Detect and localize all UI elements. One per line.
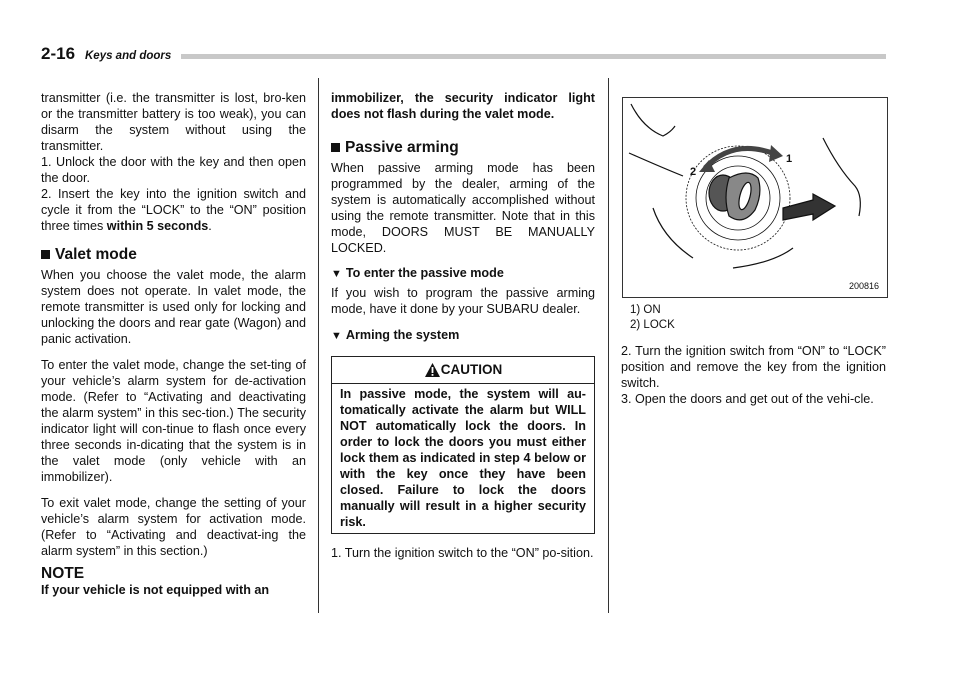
caution-title: CAUTION [440,362,503,377]
callout-1: 1 [786,153,793,165]
enter-passive-paragraph: If you wish to program the passive arming mode, have it done by your SUBARU dealer. [331,286,595,316]
step-3-exit: 3. Open the doors and get out of the vehi-cle. [621,392,874,406]
enter-passive-heading: ▼ To enter the passive mode [331,266,504,280]
page-number: 2-16 [41,44,76,63]
passive-paragraph: When passive arming mode has been programmed by the dealer, arming of the system is automatically accomplished without using the remote transmitter. Note that in this mode, DOORS MUST BE MANUALLY LOCKED. [331,161,595,255]
note-continued: immobilizer, the security indicator light does not flash during the valet mode. [331,91,595,121]
arming-heading: ▼ Arming the system [331,328,460,342]
callout-2: 2 [690,166,697,178]
header-bar [181,54,886,59]
page-header [41,44,886,66]
step-2-lock: 2. Turn the ignition switch from “ON” to “LOCK” position and remove the key from the ignition switch. [621,344,886,390]
caution-header [331,356,595,384]
caution-box [331,356,595,534]
column-divider-2 [608,78,609,613]
column-divider-1 [318,78,319,613]
passive-arming-heading: Passive arming [331,139,595,157]
step-1-on: 1. Turn the ignition switch to the “ON” po-sition. [331,546,594,560]
ignition-key-illustration [623,98,887,297]
valet-paragraph-2: To enter the valet mode, change the set-ting of your vehicle’s alarm system for de-activation mode. (Refer to “Activating and deactivating the alarm system” in this sec-tion.) The security indicator light will con-tinue to flash once every three seconds in-dicating that the system is in the valet mode (only vehicle with an immobilizer). [41,358,306,484]
column-2 [331,90,595,561]
valet-mode-heading: Valet mode [41,246,306,264]
note-heading: NOTE [41,565,85,582]
column-3-text [621,343,886,407]
figure-code: 200816 [848,281,879,291]
note-text: If your vehicle is not equipped with an [41,583,270,597]
figure-legend [630,303,885,333]
triangle-bullet-icon: ▼ [331,330,342,342]
column-1 [41,90,306,598]
step-2: 2. Insert the key into the ignition switch and cycle it from the “LOCK” to the “ON” position three times within 5 seconds. [41,187,306,233]
square-bullet-icon [41,250,50,259]
legend-item-lock: 2) LOCK [630,319,675,331]
ignition-figure [622,97,888,298]
caution-text: In passive mode, the system will au-tomatically activate the alarm but WILL NOT automatically lock the doors. In order to lock the doors you must either lock them as indicated in step 4 below or with the key once they have been closed. Failure to lock the doors manually will result in a higher security risk. [340,387,586,529]
triangle-bullet-icon: ▼ [331,268,342,280]
step-1: 1. Unlock the door with the key and then open the door. [41,155,306,185]
square-bullet-icon [331,143,340,152]
valet-paragraph-3: To exit valet mode, change the setting of your vehicle’s alarm system for activation mode. (Refer to “Activating and deactivat-ing the alarm system” in this section.) [41,496,306,558]
valet-paragraph-1: When you choose the valet mode, the alarm system does not operate. In valet mode, the remote transmitter is used only for locking and unlocking the doors and rear gate (Wagon) and panic activation. [41,268,306,346]
legend-item-on: 1) ON [630,304,661,316]
paragraph: transmitter (i.e. the transmitter is lost, bro-ken or the transmitter battery is too weak), you can disarm the system without using the transmitter. [41,91,306,153]
caution-body [331,384,595,534]
section-title: Keys and doors [85,50,172,62]
warning-icon [424,362,441,378]
